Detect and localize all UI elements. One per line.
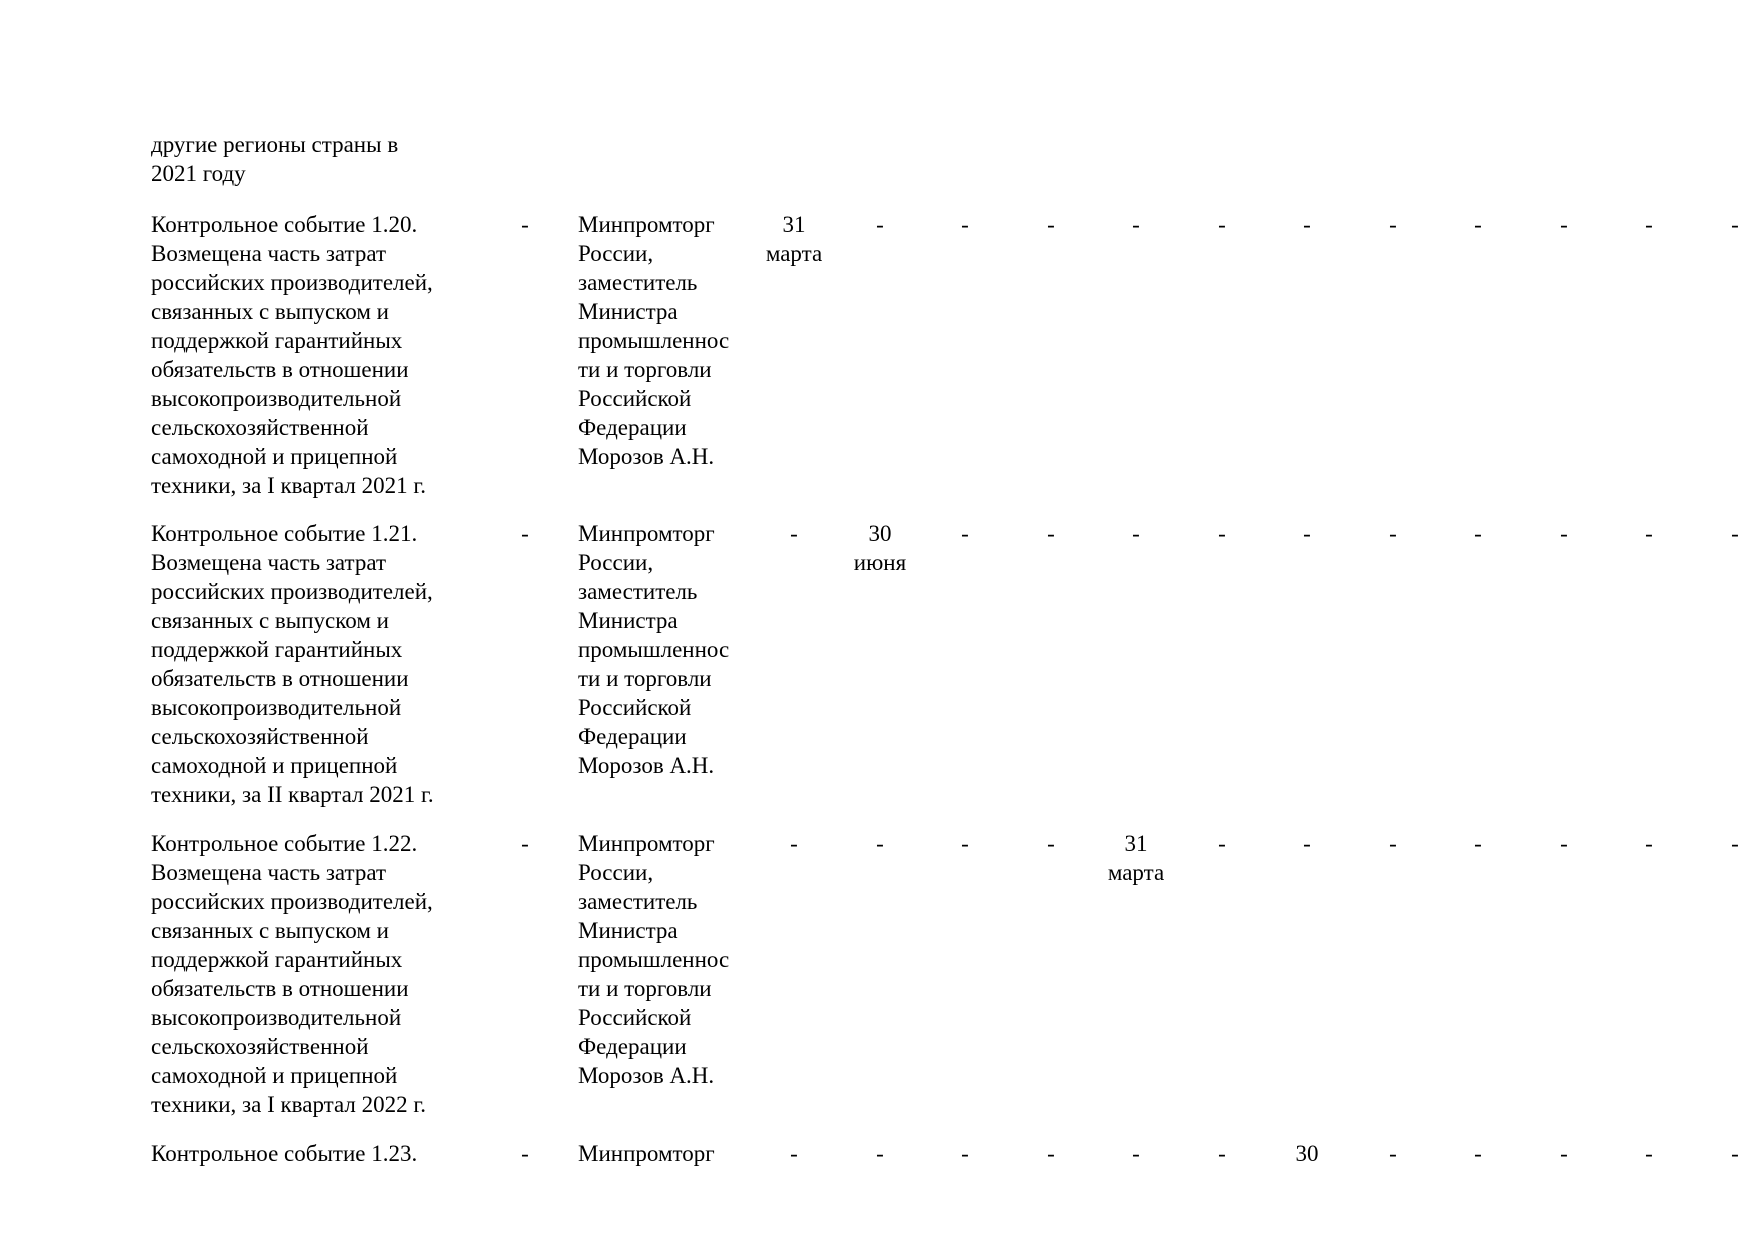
- period-cell: -: [1645, 521, 1653, 546]
- period-cell: -: [1645, 831, 1653, 856]
- period-cell: -: [961, 831, 969, 856]
- responsible-executor: Минпромторг: [578, 1141, 715, 1166]
- prev-period-cell: -: [521, 521, 529, 546]
- period-cell: -: [1731, 831, 1739, 856]
- period-cell: -: [961, 1141, 969, 1166]
- period-cell: -: [876, 831, 884, 856]
- period-cell: -: [1474, 521, 1482, 546]
- period-cell: -: [1303, 212, 1311, 237]
- period-cell: -: [1047, 831, 1055, 856]
- period-cell: -: [1389, 212, 1397, 237]
- period-cell: -: [1218, 212, 1226, 237]
- period-cell: -: [1731, 212, 1739, 237]
- period-cell: -: [1645, 212, 1653, 237]
- event-description: Контрольное событие 1.23.: [151, 1141, 418, 1166]
- period-cell: -: [1218, 1141, 1226, 1166]
- period-cell: -: [1218, 831, 1226, 856]
- responsible-executor: Минпромторг России, заместитель Министра промышленнос ти и торговли Российской Федерации Морозов А.Н.: [578, 831, 730, 1088]
- period-cell: -: [1047, 521, 1055, 546]
- responsible-executor: Минпромторг России, заместитель Министра промышленнос ти и торговли Российской Федерации Морозов А.Н.: [578, 521, 730, 778]
- event-description: другие регионы страны в 2021 году: [151, 132, 399, 186]
- period-cell: 30 июня: [853, 521, 907, 575]
- period-cell: 31 марта: [1107, 831, 1165, 885]
- period-cell: -: [961, 212, 969, 237]
- prev-period-cell: -: [521, 1141, 529, 1166]
- period-cell: -: [1389, 1141, 1397, 1166]
- period-cell: -: [1389, 521, 1397, 546]
- period-cell: -: [1560, 1141, 1568, 1166]
- period-cell: -: [1560, 521, 1568, 546]
- period-cell: -: [1303, 521, 1311, 546]
- prev-period-cell: -: [521, 212, 529, 237]
- period-cell: -: [1731, 1141, 1739, 1166]
- event-description: Контрольное событие 1.22. Возмещена часть затрат российских производителей, связанных с выпуском и поддержкой гарантийных обязательств в отношении высокопроизводительной сельскохозяйственной самоходной и прицепной техники, за I квартал 2022 г.: [151, 831, 433, 1117]
- period-cell: 30: [1295, 1141, 1319, 1166]
- period-cell: -: [1645, 1141, 1653, 1166]
- event-description: Контрольное событие 1.20. Возмещена часть затрат российских производителей, связанных с выпуском и поддержкой гарантийных обязательств в отношении высокопроизводительной сельскохозяйственной самоходной и прицепной техники, за I квартал 2021 г.: [151, 212, 433, 498]
- period-cell: -: [790, 521, 798, 546]
- period-cell: -: [1731, 521, 1739, 546]
- period-cell: -: [876, 1141, 884, 1166]
- period-cell: -: [876, 212, 884, 237]
- period-cell: -: [1474, 831, 1482, 856]
- period-cell: -: [1047, 1141, 1055, 1166]
- period-cell: -: [1474, 1141, 1482, 1166]
- period-cell: -: [790, 831, 798, 856]
- period-cell: -: [1047, 212, 1055, 237]
- period-cell: -: [1474, 212, 1482, 237]
- period-cell: -: [1560, 212, 1568, 237]
- period-cell: -: [1218, 521, 1226, 546]
- event-description: Контрольное событие 1.21. Возмещена часть затрат российских производителей, связанных с выпуском и поддержкой гарантийных обязательств в отношении высокопроизводительной сельскохозяйственной самоходной и прицепной техники, за II квартал 2021 г.: [151, 521, 434, 807]
- prev-period-cell: -: [521, 831, 529, 856]
- period-cell: -: [1132, 521, 1140, 546]
- period-cell: 31 марта: [765, 212, 823, 266]
- responsible-executor: Минпромторг России, заместитель Министра промышленнос ти и торговли Российской Федерации Морозов А.Н.: [578, 212, 730, 469]
- period-cell: -: [790, 1141, 798, 1166]
- period-cell: -: [1389, 831, 1397, 856]
- period-cell: -: [1132, 1141, 1140, 1166]
- period-cell: -: [1132, 212, 1140, 237]
- period-cell: -: [1560, 831, 1568, 856]
- period-cell: -: [1303, 831, 1311, 856]
- period-cell: -: [961, 521, 969, 546]
